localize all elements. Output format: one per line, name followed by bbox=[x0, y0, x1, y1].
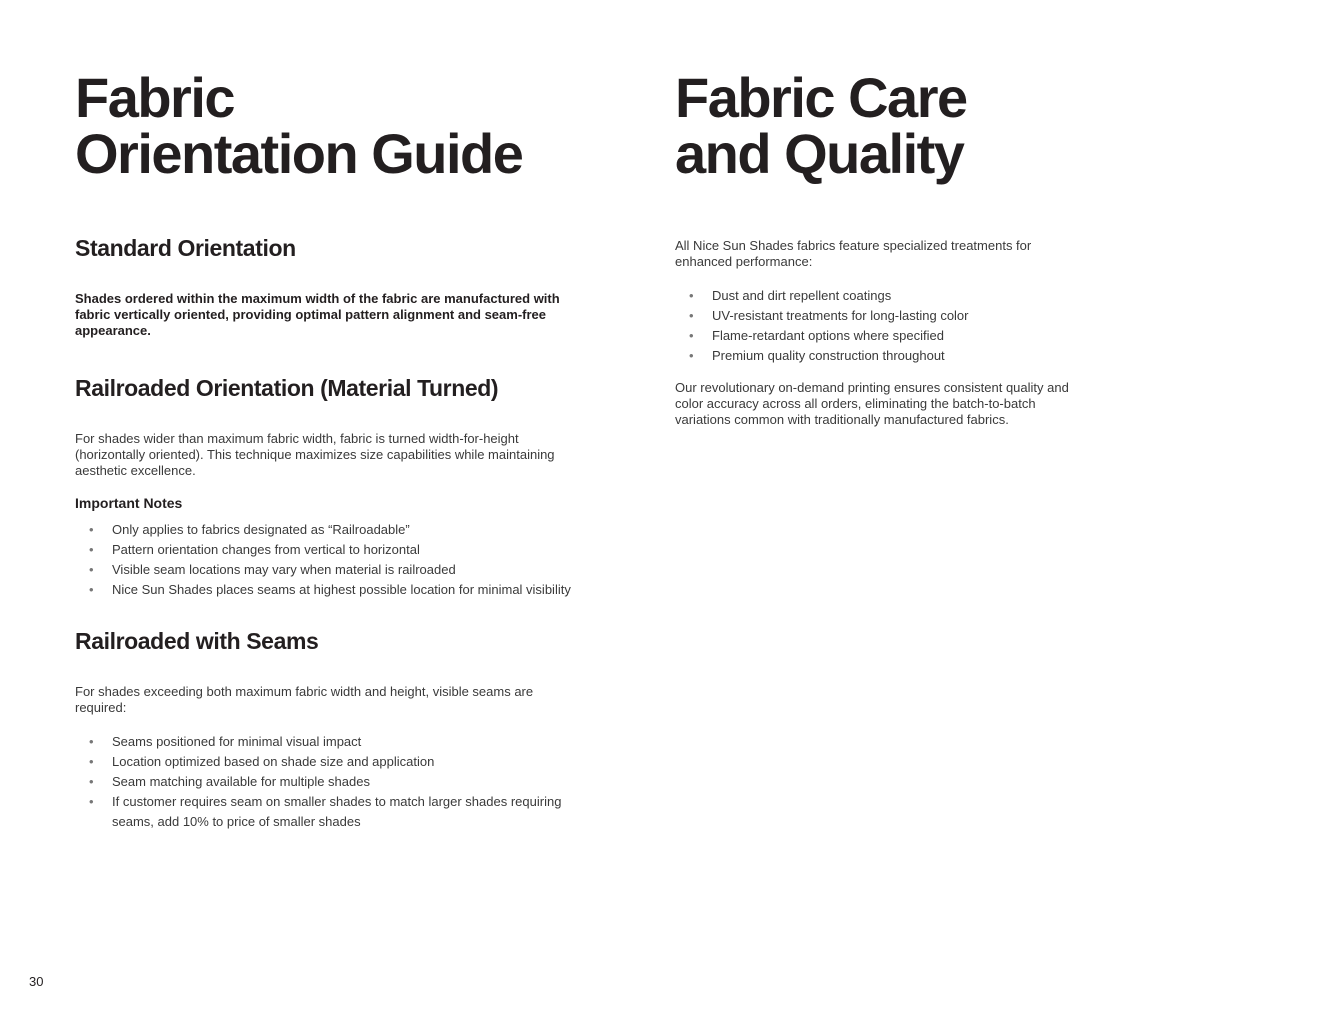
railroaded-orientation-heading: Railroaded Orientation (Material Turned) bbox=[75, 375, 499, 401]
title-line-2: and Quality bbox=[675, 122, 964, 185]
fabric-features-list bbox=[675, 286, 1075, 366]
railroaded-seams-body: For shades exceeding both maximum fabric width and height, visible seams are required: bbox=[75, 684, 534, 715]
standard-orientation-heading: Standard Orientation bbox=[75, 235, 296, 261]
important-notes-list bbox=[75, 520, 595, 600]
list-item: • UV-resistant treatments for long-lasting color bbox=[675, 306, 1075, 326]
fabric-care-closing: Our revolutionary on-demand printing ensures consistent quality and color accuracy across all orders, eliminating the batch-to-batch variations common with traditionally manufactured fabrics. bbox=[675, 380, 1069, 427]
orientation-guide-title bbox=[75, 66, 523, 185]
title-line-2: Orientation Guide bbox=[75, 122, 523, 185]
list-item: • Flame-retardant options where specified bbox=[675, 326, 1075, 346]
important-notes-heading: Important Notes bbox=[75, 495, 183, 511]
list-item: • Visible seam locations may vary when material is railroaded bbox=[75, 560, 595, 580]
list-item: • Location optimized based on shade size and application bbox=[75, 752, 570, 772]
list-item: • Seams positioned for minimal visual impact bbox=[75, 732, 570, 752]
title-line-1: Fabric Care bbox=[675, 66, 967, 129]
railroaded-orientation-body: For shades wider than maximum fabric width, fabric is turned width-for-height (horizontally oriented). This technique maximizes size capabilities while maintaining aesthetic excellence. bbox=[75, 431, 555, 478]
fabric-care-title bbox=[675, 66, 967, 185]
standard-orientation-body: Shades ordered within the maximum width of the fabric are manufactured with fabric vertically oriented, providing optimal pattern alignment and seam-free appearance. bbox=[75, 291, 560, 338]
list-item: • Nice Sun Shades places seams at highest possible location for minimal visibility bbox=[75, 580, 595, 600]
railroaded-seams-heading: Railroaded with Seams bbox=[75, 628, 319, 654]
list-item: • Pattern orientation changes from vertical to horizontal bbox=[75, 540, 595, 560]
list-item: • Premium quality construction throughout bbox=[675, 346, 1075, 366]
list-item: • Dust and dirt repellent coatings bbox=[675, 286, 1075, 306]
fabric-care-intro: All Nice Sun Shades fabrics feature specialized treatments for enhanced performance: bbox=[675, 238, 1032, 269]
list-item: • Only applies to fabrics designated as “Railroadable” bbox=[75, 520, 595, 540]
list-item: • Seam matching available for multiple shades bbox=[75, 772, 570, 792]
seams-list bbox=[75, 732, 570, 832]
title-line-1: Fabric bbox=[75, 66, 235, 129]
page-number: 30 bbox=[29, 974, 44, 989]
list-item: • If customer requires seam on smaller shades to match larger shades requiring seams, add 10% to price of smaller shades bbox=[75, 792, 570, 832]
